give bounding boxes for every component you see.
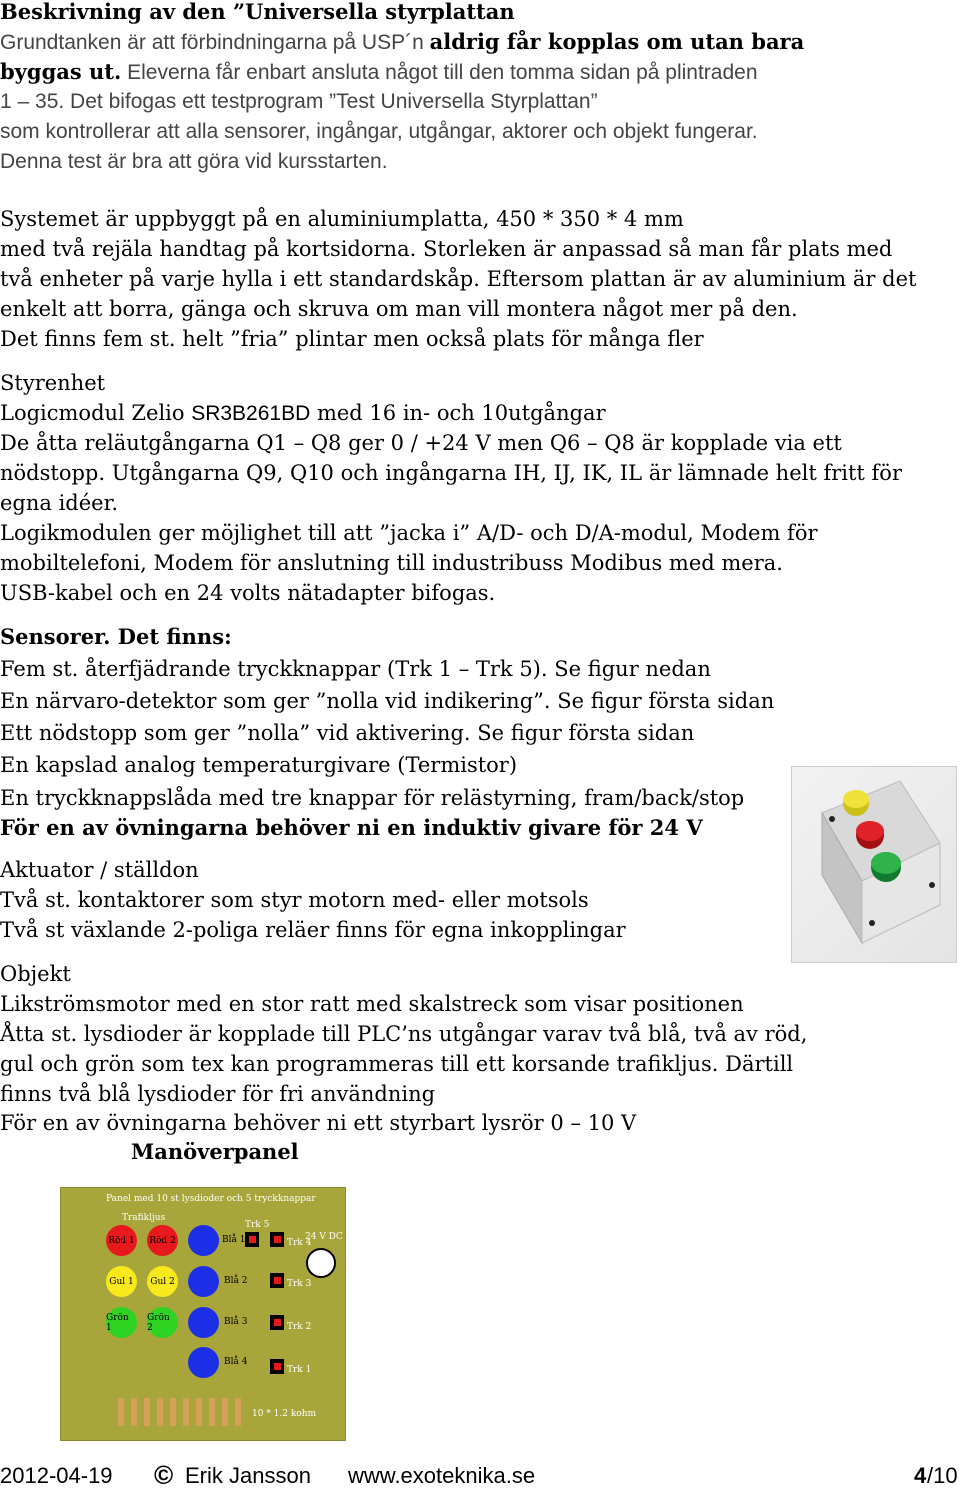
system-line: Systemet är uppbyggt på en aluminiumplatta, 450 * 350 * 4 mm bbox=[0, 207, 684, 231]
trk-1-label: Trk 1 bbox=[287, 1365, 312, 1375]
resistor bbox=[170, 1398, 176, 1426]
intro-line-5: Denna test är bra att göra vid kursstarten. bbox=[0, 150, 388, 173]
sensorer-line: En tryckknappslåda med tre knappar för relästyrning, fram/back/stop bbox=[0, 786, 745, 810]
trk-4-button bbox=[270, 1232, 284, 1247]
led-yellow-2: Gul 2 bbox=[147, 1266, 178, 1297]
trk-1-button bbox=[270, 1359, 284, 1374]
intro-line-2: byggas ut. Eleverna får enbart ansluta något till den tomma sidan på plintraden bbox=[0, 59, 758, 84]
intro-line-4: som kontrollerar att alla sensorer, ingångar, utgångar, aktorer och objekt fungerar. bbox=[0, 120, 758, 143]
sensorer-heading: Sensorer. Det finns: bbox=[0, 624, 232, 649]
sensorer-line: Fem st. återfjädrande tryckknappar (Trk 1 – Trk 5). Se figur nedan bbox=[0, 657, 711, 681]
led-green-1: Grön 1 bbox=[106, 1307, 137, 1338]
sensorer-line: En kapslad analog temperaturgivare (Termistor) bbox=[0, 753, 518, 777]
footer-page-current: 4 bbox=[914, 1463, 927, 1488]
styrenhet-line: USB-kabel och en 24 volts nätadapter bifogas. bbox=[0, 581, 496, 605]
pushbutton-box-drawing bbox=[800, 773, 950, 951]
trk-3-button bbox=[270, 1273, 284, 1288]
led-blue-2 bbox=[188, 1266, 219, 1297]
intro-line-3: 1 – 35. Det bifogas ett testprogram ”Test Universella Styrplattan” bbox=[0, 90, 598, 113]
panel-title: Panel med 10 st lysdioder och 5 tryckknappar bbox=[106, 1194, 316, 1204]
dc-label: 24 V DC bbox=[305, 1232, 343, 1242]
led-green-2: Grön 2 bbox=[147, 1307, 178, 1338]
styrenhet-line: egna idéer. bbox=[0, 491, 119, 515]
manoverpanel-heading: Manöverpanel bbox=[131, 1139, 299, 1164]
bla-3-label: Blå 3 bbox=[224, 1317, 248, 1327]
styrenhet-line: De åtta reläutgångarna Q1 – Q8 ger 0 / +24 V men Q6 – Q8 är kopplade via ett bbox=[0, 431, 842, 455]
bla-4-label: Blå 4 bbox=[224, 1357, 248, 1367]
styrenhet-line: Logikmodulen ger möjlighet till att ”jacka i” A/D- och D/A-modul, Modem för bbox=[0, 521, 818, 545]
objekt-line: Likströmsmotor med en stor ratt med skalstreck som visar positionen bbox=[0, 992, 744, 1016]
trk-5-label: Trk 5 bbox=[245, 1220, 270, 1230]
styrenhet-model-line: Logicmodul Zelio SR3B261BD med 16 in- och 10utgångar bbox=[0, 401, 606, 425]
system-line: Det finns fem st. helt ”fria” plintar men också plats för många fler bbox=[0, 327, 704, 351]
objekt-line: Åtta st. lysdioder är kopplade till PLC’ns utgångar varav två blå, två av röd, bbox=[0, 1022, 808, 1046]
dc-jack-icon bbox=[306, 1248, 336, 1278]
resistor bbox=[131, 1398, 137, 1426]
objekt-line: För en av övningarna behöver ni ett styrbart lysrör 0 – 10 V bbox=[0, 1111, 637, 1135]
trk-2-button bbox=[270, 1315, 284, 1330]
trk-4-label: Trk 4 bbox=[287, 1238, 312, 1248]
aktuator-heading: Aktuator / ställdon bbox=[0, 858, 199, 882]
resistor bbox=[118, 1398, 124, 1426]
aktuator-line: Två st. kontaktorer som styr motorn med- eller motsols bbox=[0, 888, 589, 912]
objekt-line: finns två blå lysdioder för fri användning bbox=[0, 1082, 436, 1106]
system-line: enkelt att borra, gänga och skruva om man vill montera något mer på den. bbox=[0, 297, 798, 321]
footer-site: www.exoteknika.se bbox=[348, 1463, 536, 1488]
led-red-1: Röd 1 bbox=[106, 1225, 137, 1256]
system-line: två enheter på varje hylla i ett standardskåp. Eftersom plattan är av aluminium är det bbox=[0, 267, 917, 291]
resistors-label: 10 * 1.2 kohm bbox=[252, 1409, 317, 1419]
trk-2-label: Trk 2 bbox=[287, 1322, 312, 1332]
styrenhet-line: mobiltelefoni, Modem för anslutning till industribuss Modibus med mera. bbox=[0, 551, 783, 575]
trk-5-button bbox=[245, 1232, 259, 1247]
styrenhet-line: nödstopp. Utgångarna Q9, Q10 och ingångarna IH, IJ, IK, IL är lämnade helt fritt för bbox=[0, 461, 902, 485]
footer-date: 2012-04-19 bbox=[0, 1463, 113, 1488]
pushbutton-box-photo bbox=[791, 766, 957, 963]
led-blue-1 bbox=[188, 1225, 219, 1256]
sensorer-line: Ett nödstopp som ger ”nolla” vid aktivering. Se figur första sidan bbox=[0, 721, 695, 745]
intro-line-1: Grundtanken är att förbindningarna på USP´n aldrig får kopplas om utan bara bbox=[0, 29, 805, 54]
led-red-2: Röd 2 bbox=[147, 1225, 178, 1256]
page-title: Beskrivning av den ”Universella styrplattan bbox=[0, 0, 515, 24]
footer-author: Erik Jansson bbox=[185, 1463, 311, 1488]
page-footer bbox=[0, 1460, 960, 1490]
led-blue-3 bbox=[188, 1307, 219, 1338]
footer-page-total: /10 bbox=[927, 1463, 958, 1488]
resistor bbox=[222, 1398, 228, 1426]
styrenhet-heading: Styrenhet bbox=[0, 371, 106, 395]
bla-2-label: Blå 2 bbox=[224, 1276, 248, 1286]
system-line: med två rejäla handtag på kortsidorna. Storleken är anpassad så man får plats med bbox=[0, 237, 893, 261]
sensorer-bold-line: För en av övningarna behöver ni en induktiv givare för 24 V bbox=[0, 815, 703, 840]
led-blue-4 bbox=[188, 1347, 219, 1378]
resistor bbox=[183, 1398, 189, 1426]
resistor bbox=[209, 1398, 215, 1426]
resistor bbox=[157, 1398, 163, 1426]
sensorer-line: En närvaro-detektor som ger ”nolla vid indikering”. Se figur första sidan bbox=[0, 689, 775, 713]
led-yellow-1: Gul 1 bbox=[106, 1266, 137, 1297]
bla-1-label: Blå 1 bbox=[222, 1235, 246, 1245]
resistor bbox=[235, 1398, 241, 1426]
objekt-heading: Objekt bbox=[0, 962, 71, 986]
resistor bbox=[196, 1398, 202, 1426]
objekt-line: gul och grön som tex kan programmeras till ett korsande trafikljus. Därtill bbox=[0, 1052, 794, 1076]
copyright-icon: © bbox=[154, 1460, 174, 1490]
resistor bbox=[144, 1398, 150, 1426]
trk-3-label: Trk 3 bbox=[287, 1279, 312, 1289]
trafikljus-label: Trafikljus bbox=[122, 1213, 166, 1223]
aktuator-line: Två st växlande 2-poliga reläer finns för egna inkopplingar bbox=[0, 918, 626, 942]
